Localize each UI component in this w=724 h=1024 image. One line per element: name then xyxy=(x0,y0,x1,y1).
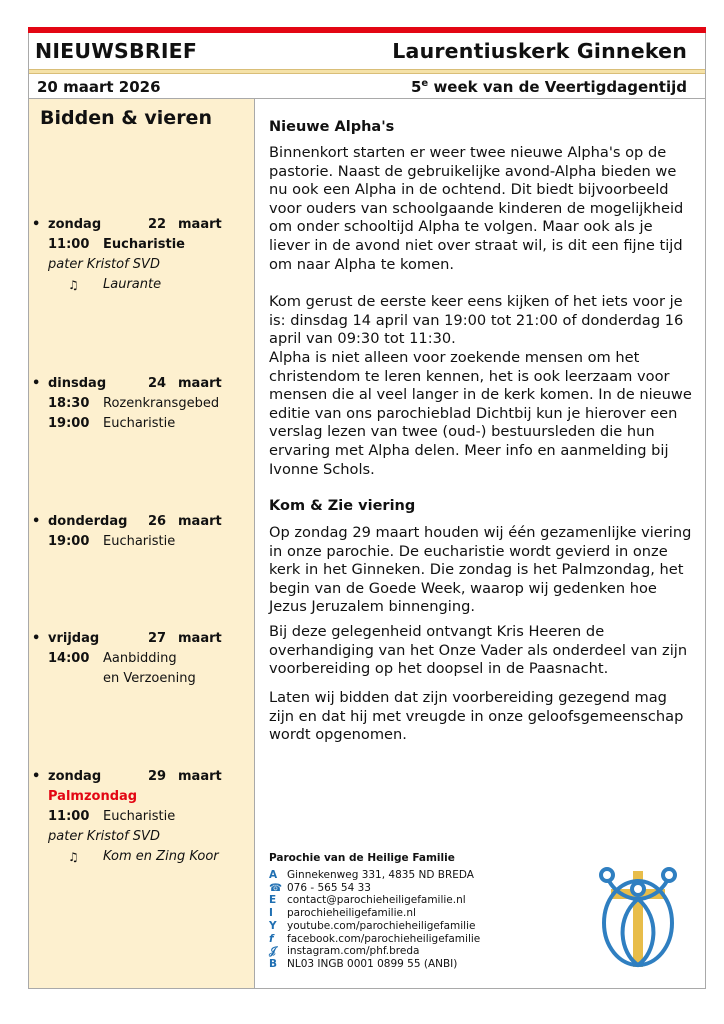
instagram-link[interactable]: instagram.com/phf.breda xyxy=(287,945,420,958)
day-number: 27 xyxy=(148,631,167,646)
music-note-icon: ♫ xyxy=(68,850,79,864)
article-paragraph: Op zondag 29 maart houden wij één gezamenlijke viering in onze parochie. De eucharistie wordt gevierd in onze kerk in het Ginneken. Die zondag is het Palmzondag, het begin van de Goede Week, waarop wij gedenken hoe Jezus Jeruzalem binnenging. xyxy=(269,524,692,616)
logo-head-right xyxy=(663,869,675,881)
day-header xyxy=(32,767,247,787)
music-group: Laurante xyxy=(103,277,162,292)
facebook-link[interactable]: facebook.com/parochieheiligefamilie xyxy=(287,932,481,945)
phone-icon: ☎ xyxy=(269,881,283,894)
event-label: Rozenkransgebed xyxy=(103,396,220,411)
schedule-sidebar xyxy=(29,99,255,988)
article-paragraph: Bij deze gelegenheid ontvangt Kris Heeren de overhandiging van het Onze Vader als onderdeel van zijn voorbereiding op het doopsel in de Paasnacht. xyxy=(269,623,688,678)
article-title: Kom & Zie viering xyxy=(269,498,416,514)
day-month: maart xyxy=(178,769,222,784)
contact-block xyxy=(269,852,529,971)
day-number: 29 xyxy=(148,769,167,784)
event-row xyxy=(32,807,247,827)
contact-row[interactable] xyxy=(269,894,529,907)
instagram-icon: 𝒥 xyxy=(269,945,277,958)
day-number: 24 xyxy=(148,376,167,391)
event-label: Eucharistie xyxy=(103,809,176,824)
contact-title: Parochie van de Heilige Familie xyxy=(269,852,455,864)
day-header xyxy=(32,215,247,235)
day-name: donderdag xyxy=(48,514,128,529)
day-month: maart xyxy=(178,376,222,391)
day-number: 22 xyxy=(148,217,167,232)
day-month: maart xyxy=(178,217,222,232)
music-note-icon: ♫ xyxy=(68,278,79,292)
article-paragraph: Alpha is niet alleen voor zoekende mensen om het christendom te leren kennen, het is ook leerzaam voor mensen die al veel langer in de kerk komen. In de nieuwe editie van ons parochieblad Dichtbij kun je hierover een verslag lezen van twee (oud-) bestuursleden die hun ervaring met Alpha delen. Meer info en aanmelding bij Ivonne Schols. xyxy=(269,349,692,478)
issue-date: 20 maart 2026 xyxy=(37,77,161,96)
day-header xyxy=(32,629,247,649)
event-time: 11:00 xyxy=(48,237,90,252)
week-ordinal: e xyxy=(421,77,429,89)
contact-row xyxy=(269,958,529,971)
celebrant: pater Kristof SVD xyxy=(48,829,160,844)
event-label: Eucharistie xyxy=(103,534,176,549)
address-text: Ginnekenweg 331, 4835 ND BREDA xyxy=(287,869,474,881)
day-month: maart xyxy=(178,631,222,646)
event-time: 11:00 xyxy=(48,809,90,824)
bank-icon: B xyxy=(269,957,278,970)
event-label: Eucharistie xyxy=(103,237,185,252)
contact-row[interactable] xyxy=(269,920,529,933)
event-time: 19:00 xyxy=(48,416,90,431)
special-day-label: Palmzondag xyxy=(48,789,138,804)
email-link[interactable]: contact@parochieheiligefamilie.nl xyxy=(287,894,466,907)
bullet-icon: • xyxy=(32,769,41,784)
event-row xyxy=(32,532,247,552)
article-title: Nieuwe Alpha's xyxy=(269,119,395,135)
day-name: vrijdag xyxy=(48,631,100,646)
event-time: 14:00 xyxy=(48,651,90,666)
contact-row[interactable] xyxy=(269,945,529,958)
top-accent-bar xyxy=(28,27,706,33)
day-header xyxy=(32,374,247,394)
schedule-day xyxy=(32,767,247,867)
bullet-icon: • xyxy=(32,631,41,646)
header-divider xyxy=(29,69,705,74)
phone-text: 076 - 565 54 33 xyxy=(287,881,371,894)
event-time: 19:00 xyxy=(48,534,90,549)
parish-logo xyxy=(595,863,681,973)
header-sub xyxy=(29,75,705,99)
bank-account: NL03 INGB 0001 0899 55 (ANBI) xyxy=(287,957,458,970)
celebrant: pater Kristof SVD xyxy=(48,257,160,272)
music-row xyxy=(32,847,247,867)
article-paragraph: Laten wij bidden dat zijn voorbereiding gezegend mag zijn en dat hij met vreugde in onze geloofsgemeenschap wordt opgenomen. xyxy=(269,689,684,744)
liturgical-week xyxy=(411,78,687,96)
contact-row[interactable] xyxy=(269,907,529,920)
week-number: 5 xyxy=(410,77,422,96)
contact-row[interactable] xyxy=(269,933,529,946)
schedule-day xyxy=(32,374,247,434)
article-paragraph: Kom gerust de eerste keer eens kijken of het iets voor je is: dinsdag 14 april van 19:00 tot 21:00 of donderdag 16 april van 09:30 tot 11:30. xyxy=(269,293,684,348)
newsletter-title: NIEUWSBRIEF xyxy=(35,39,198,63)
sidebar-title: Bidden & vieren xyxy=(40,107,212,129)
event-row xyxy=(32,649,247,669)
article-paragraph: Binnenkort starten er weer twee nieuwe Alpha's op de pastorie. Naast de gebruikelijke avond-Alpha bieden we nu ook een Alpha in de ochtend. Dit biedt bijvoorbeeld voor ouders van schoolgaande kinderen de mogelijkheid om onder schooltijd Alpha te volgen. Maar ook als je liever in de avond niet over straat wil, is dit een fijne tijd om naar Alpha te komen. xyxy=(269,144,684,273)
contact-row xyxy=(269,869,529,882)
week-text: week van de Veertigdagentijd xyxy=(428,77,687,96)
schedule-day xyxy=(32,512,247,552)
event-time: 18:30 xyxy=(48,396,90,411)
event-label: Eucharistie xyxy=(103,416,176,431)
day-number: 26 xyxy=(148,514,167,529)
day-name: zondag xyxy=(48,217,102,232)
logo-head-center xyxy=(632,883,644,895)
day-name: dinsdag xyxy=(48,376,107,391)
schedule-day xyxy=(32,629,247,689)
music-row xyxy=(32,275,247,295)
event-label: Aanbidding xyxy=(103,651,177,666)
facebook-icon: f xyxy=(269,932,274,945)
event-row xyxy=(32,394,247,414)
day-month: maart xyxy=(178,514,222,529)
day-name: zondag xyxy=(48,769,102,784)
bullet-icon: • xyxy=(32,217,41,232)
schedule-day xyxy=(32,215,247,295)
bullet-icon: • xyxy=(32,376,41,391)
church-name: Laurentiuskerk Ginneken xyxy=(392,39,687,63)
youtube-link[interactable]: youtube.com/parochieheiligefamilie xyxy=(287,919,476,932)
event-row xyxy=(32,414,247,434)
contact-row xyxy=(269,882,529,895)
address-icon: A xyxy=(269,869,278,881)
event-label-cont: en Verzoening xyxy=(103,671,196,686)
email-icon: E xyxy=(269,894,277,907)
music-group: Kom en Zing Koor xyxy=(103,849,219,864)
website-link[interactable]: parochieheiligefamilie.nl xyxy=(287,907,416,920)
youtube-icon: Y xyxy=(269,919,277,932)
newsletter-page xyxy=(28,27,706,989)
website-icon: I xyxy=(269,907,273,920)
event-row-cont xyxy=(32,669,247,689)
day-header xyxy=(32,512,247,532)
bullet-icon: • xyxy=(32,514,41,529)
logo-head-left xyxy=(601,869,613,881)
header-top xyxy=(29,33,705,69)
event-row xyxy=(32,235,247,255)
